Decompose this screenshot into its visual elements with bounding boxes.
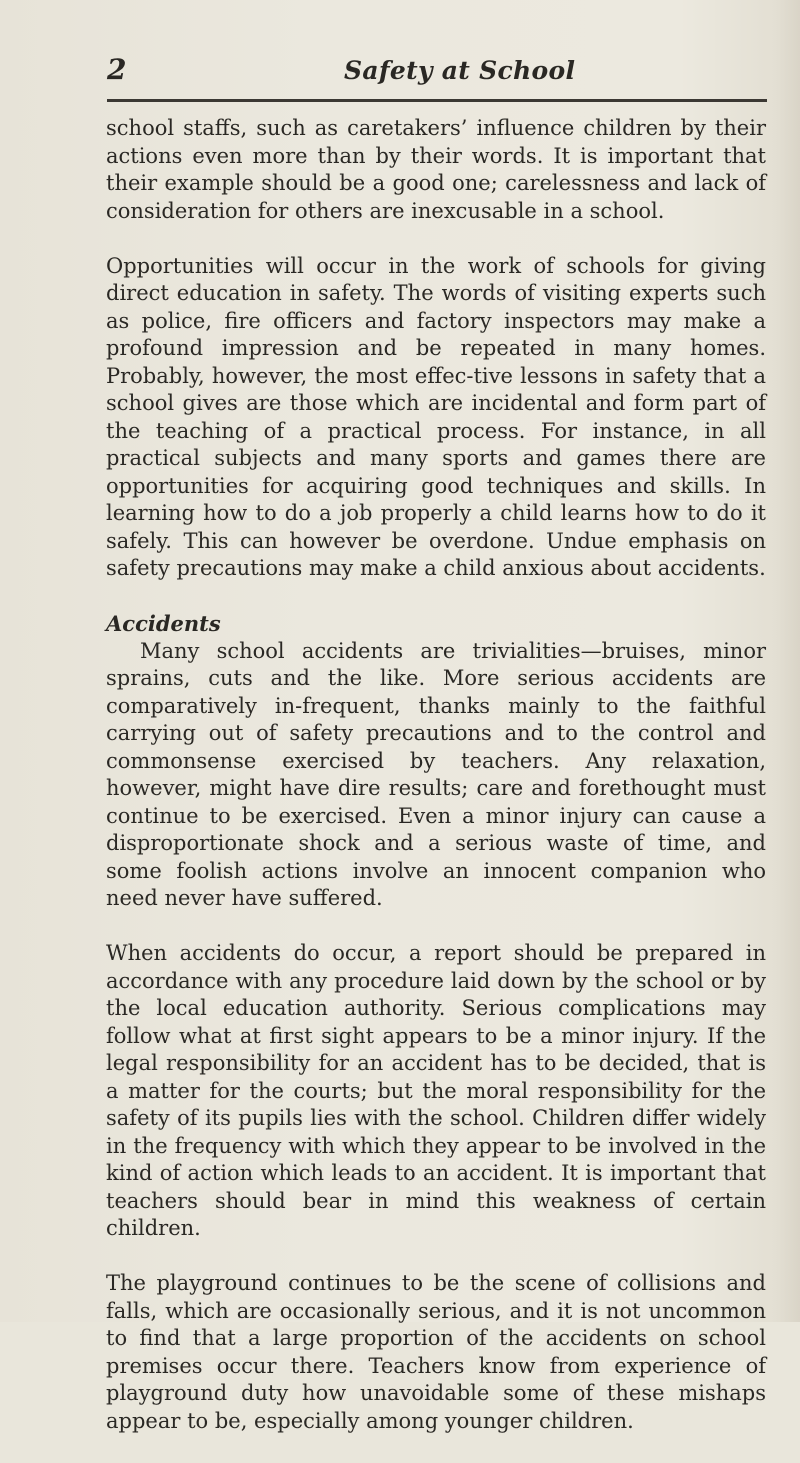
paragraph-5: The playground continues to be the scene of collisions and falls, which are occasionally serious, and it is not uncommon to find that a large proportion of the accidents on school premises occur there. Teachers know from experience of playground duty how unavoidable some of these mishaps appear to be, especially among younger children. [106, 1271, 766, 1433]
paragraph-3: Many school accidents are trivialities—bruises, minor sprains, cuts and the like. More serious accidents are comparatively in-frequent, thanks mainly to the faithful carrying out of safety precautions and to the control and commonsense exercised by teachers. Any relaxation, however, might have dire results; care and forethought must continue to be exercised. Even a minor injury can cause a disproportionate shock and a serious waste of time, and some foolish actions involve an innocent companion who need never have suffered. [106, 638, 766, 910]
page-header [107, 54, 767, 94]
paragraph-4: When accidents do occur, a report should be prepared in accordance with any procedure laid down by the school or by the local education authority. Serious complications may follow what at first sight appears to be a minor injury. If the legal responsibility for an accident has to be decided, that is a matter for the courts; but the moral responsibility for the safety of its pupils lies with the school. Children differ widely in the frequency with which they appear to be involved in the kind of action which leads to an accident. It is important that teachers should bear in mind this weakness of certain children. [106, 941, 766, 1240]
body-text [106, 115, 766, 1463]
page-number: 2 [107, 53, 127, 86]
header-rule [107, 99, 767, 102]
paragraph-1: school staffs, such as caretakers’ influence children by their actions even more than by their words. It is important that their example should be a good one; carelessness and lack of consideration for others are inexcusable in a school. [106, 116, 766, 223]
paragraph-2: Opportunities will occur in the work of schools for giving direct education in safety. The words of visiting experts such as police, fire officers and factory inspectors may make a profound impression and be repeated in many homes. Probably, however, the most effec-tive lessons in safety that a school gives are those which are incidental and form part of the teaching of a practical process. For instance, in all practical subjects and many sports and games there are opportunities for acquiring good techniques and skills. In learning how to do a job properly a child learns how to do it safely. This can however be overdone. Undue emphasis on safety precautions may make a child anxious about accidents. [106, 253, 766, 580]
running-title: Safety at School [344, 56, 576, 85]
section-heading-accidents: Accidents [106, 611, 221, 636]
